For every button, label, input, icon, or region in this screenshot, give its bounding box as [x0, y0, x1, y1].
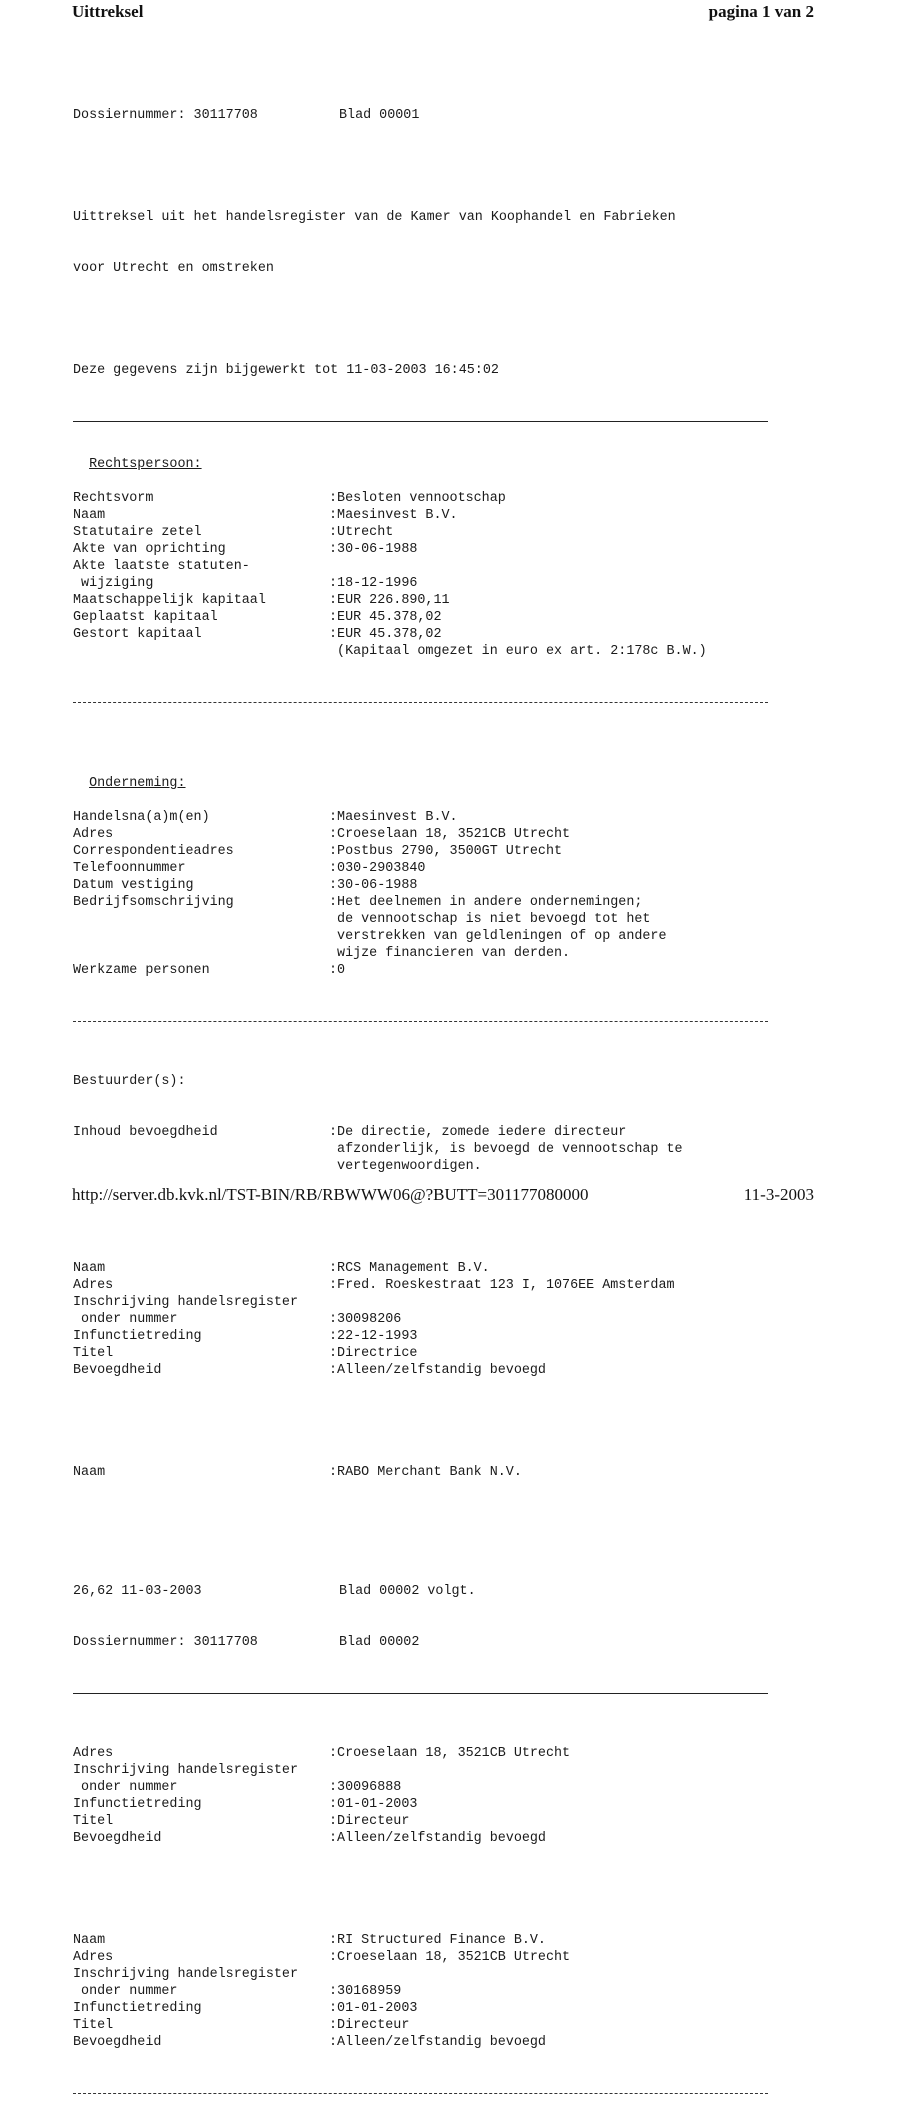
field-row [73, 609, 773, 626]
field-row [73, 575, 773, 592]
field-value: :Utrecht [329, 525, 394, 540]
field-row [73, 911, 773, 928]
field-label: Handelsna(a)m(en) [73, 810, 210, 825]
field-label: Rechtsvorm [73, 491, 154, 506]
field-row [73, 1966, 773, 1983]
field-label: Naam [73, 1465, 106, 1480]
dossier-number: Dossiernummer: 30117708 [73, 108, 258, 123]
field-label: Bevoegdheid [73, 2035, 162, 2050]
page-indicator: pagina 1 van 2 [708, 2, 814, 21]
field-value: :030-2903840 [329, 861, 426, 876]
field-label: Infunctietreding [73, 2001, 202, 2016]
field-label [73, 911, 329, 928]
field-row [73, 1813, 773, 1830]
section-heading-bestuurders: Bestuurder(s): [73, 1074, 186, 1089]
field-row [73, 2017, 773, 2034]
field-row [73, 860, 773, 877]
field-value: :Het deelnemen in andere ondernemingen; [329, 895, 643, 910]
field-value: :30098206 [329, 1312, 402, 1327]
field-value: de vennootschap is niet bevoegd tot het [329, 912, 651, 927]
field-value: afzonderlijk, is bevoegd de vennootschap te [329, 1142, 683, 1157]
divider [73, 702, 768, 703]
field-row [73, 809, 773, 826]
field-value: :Postbus 2790, 3500GT Utrecht [329, 844, 563, 859]
field-row [73, 962, 773, 979]
field-label: Correspondentieadres [73, 844, 234, 859]
print-date: 11-3-2003 [743, 1185, 814, 1204]
field-label: Datum vestiging [73, 878, 194, 893]
field-label [73, 1158, 329, 1175]
field-label: Infunctietreding [73, 1797, 202, 1812]
field-label: Adres [73, 827, 114, 842]
field-value: :Maesinvest B.V. [329, 508, 458, 523]
field-row [73, 1345, 773, 1362]
field-row [73, 490, 773, 507]
field-value: :30096888 [329, 1780, 402, 1795]
page-break-line-2 [73, 1634, 773, 1651]
field-value: :Alleen/zelfstandig bevoegd [329, 1831, 546, 1846]
field-value: :RCS Management B.V. [329, 1261, 490, 1276]
field-row [73, 1830, 773, 1847]
field-value: :22-12-1993 [329, 1329, 418, 1344]
field-value: :Croeselaan 18, 3521CB Utrecht [329, 1950, 571, 1965]
extract-body [73, 73, 773, 2111]
field-value: :Croeselaan 18, 3521CB Utrecht [329, 827, 571, 842]
field-label: onder nummer [73, 1984, 178, 1999]
field-row [73, 1983, 773, 2000]
field-value: :RI Structured Finance B.V. [329, 1933, 546, 1948]
field-value: :Directeur [329, 2018, 410, 2033]
field-value: :Directeur [329, 1814, 410, 1829]
inhoud-bevoegdheid [73, 1124, 773, 1175]
field-label: Gestort kapitaal [73, 627, 202, 642]
field-value: :EUR 45.378,02 [329, 610, 442, 625]
field-label [73, 643, 329, 660]
field-label: Akte van oprichting [73, 542, 226, 557]
divider [73, 1693, 768, 1694]
field-value: :Besloten vennootschap [329, 491, 506, 506]
field-row [73, 2000, 773, 2017]
intro-line-2: voor Utrecht en omstreken [73, 261, 274, 276]
bestuurder-2 [73, 1745, 773, 1847]
field-label: Inschrijving handelsregister [73, 1295, 298, 1310]
field-label: Titel [73, 2018, 114, 2033]
field-row [73, 1932, 773, 1949]
field-row [73, 1328, 773, 1345]
field-value: :RABO Merchant Bank N.V. [329, 1465, 522, 1480]
field-row [73, 1260, 773, 1277]
section-heading-onderneming: Onderneming: [89, 776, 186, 791]
field-value: :EUR 45.378,02 [329, 627, 442, 642]
field-row [73, 1949, 773, 1966]
dossier-line [73, 107, 773, 124]
field-label [73, 1141, 329, 1158]
blad-number: Blad 00001 [339, 108, 420, 123]
rechtspersoon-fields [73, 490, 773, 660]
field-label: Inschrijving handelsregister [73, 1763, 298, 1778]
field-value: :01-01-2003 [329, 2001, 418, 2016]
field-value: (Kapitaal omgezet in euro ex art. 2:178c B.W.) [329, 644, 707, 659]
field-row [73, 1362, 773, 1379]
bestuurder-2-name-row [73, 1464, 773, 1481]
field-value: :30168959 [329, 1984, 402, 1999]
field-row [73, 1311, 773, 1328]
field-value: :18-12-1996 [329, 576, 418, 591]
field-label: Werkzame personen [73, 963, 210, 978]
field-value: vertegenwoordigen. [329, 1159, 482, 1174]
field-label: Adres [73, 1746, 114, 1761]
onderneming-fields [73, 809, 773, 979]
field-value: :Fred. Roeskestraat 123 I, 1076EE Amsterdam [329, 1278, 675, 1293]
field-value: verstrekken van geldleningen of op andere [329, 929, 667, 944]
field-value [329, 558, 773, 575]
field-label [73, 928, 329, 945]
field-row [73, 1141, 773, 1158]
field-label: onder nummer [73, 1312, 178, 1327]
field-label: Titel [73, 1346, 114, 1361]
field-label [73, 945, 329, 962]
field-label: Inhoud bevoegdheid [73, 1125, 218, 1140]
field-label: Naam [73, 1933, 106, 1948]
divider [73, 1021, 768, 1022]
field-value: :Croeselaan 18, 3521CB Utrecht [329, 1746, 571, 1761]
field-row [73, 945, 773, 962]
divider [73, 2093, 768, 2094]
field-row [73, 826, 773, 843]
field-row [73, 894, 773, 911]
field-label: Naam [73, 1261, 106, 1276]
field-label: Adres [73, 1278, 114, 1293]
field-label: Titel [73, 1814, 114, 1829]
field-label: Naam [73, 508, 106, 523]
field-row [73, 592, 773, 609]
field-row [73, 507, 773, 524]
field-value: :De directie, zomede iedere directeur [329, 1125, 627, 1140]
field-value [329, 1294, 773, 1311]
page-break-line-1 [73, 1583, 773, 1600]
field-label: wijziging [73, 576, 154, 591]
field-value: :30-06-1988 [329, 878, 418, 893]
field-value: :Alleen/zelfstandig bevoegd [329, 1363, 546, 1378]
field-value [329, 1762, 773, 1779]
field-label: Telefoonnummer [73, 861, 186, 876]
field-row [73, 626, 773, 643]
page-break-cost-date: 26,62 11-03-2003 [73, 1584, 202, 1599]
field-row [73, 541, 773, 558]
field-row [73, 1158, 773, 1175]
field-value: :Maesinvest B.V. [329, 810, 458, 825]
field-value: :Directrice [329, 1346, 418, 1361]
field-value: :01-01-2003 [329, 1797, 418, 1812]
field-value: :Alleen/zelfstandig bevoegd [329, 2035, 546, 2050]
field-value: wijze financieren van derden. [329, 946, 571, 961]
dossier-number: Dossiernummer: 30117708 [73, 1635, 258, 1650]
updated-line: Deze gegevens zijn bijgewerkt tot 11-03-2003 16:45:02 [73, 363, 499, 378]
field-value: :30-06-1988 [329, 542, 418, 557]
field-row [73, 1294, 773, 1311]
page-break-next: Blad 00002 volgt. [339, 1584, 476, 1599]
blad-number: Blad 00002 [339, 1635, 420, 1650]
field-label: Adres [73, 1950, 114, 1965]
divider [73, 421, 768, 422]
field-row [73, 928, 773, 945]
field-label: Statutaire zetel [73, 525, 202, 540]
field-row [73, 1124, 773, 1141]
field-row [73, 558, 773, 575]
section-heading-rechtspersoon: Rechtspersoon: [89, 457, 202, 472]
source-url: http://server.db.kvk.nl/TST-BIN/RB/RBWWW06@?BUTT=301177080000 [72, 1185, 589, 1204]
field-value [329, 1966, 773, 1983]
field-row [73, 1796, 773, 1813]
intro-line-1: Uittreksel uit het handelsregister van de Kamer van Koophandel en Fabrieken [73, 210, 676, 225]
field-row [73, 843, 773, 860]
field-label: Bevoegdheid [73, 1363, 162, 1378]
field-label: Bevoegdheid [73, 1831, 162, 1846]
field-row [73, 1745, 773, 1762]
field-value: :EUR 226.890,11 [329, 593, 450, 608]
field-label: Bedrijfsomschrijving [73, 895, 234, 910]
field-label: Infunctietreding [73, 1329, 202, 1344]
field-row [73, 524, 773, 541]
field-label: Inschrijving handelsregister [73, 1967, 298, 1982]
field-label: Maatschappelijk kapitaal [73, 593, 266, 608]
field-row [73, 877, 773, 894]
field-row [73, 1762, 773, 1779]
field-row [73, 1779, 773, 1796]
field-row [73, 1277, 773, 1294]
field-label: onder nummer [73, 1780, 178, 1795]
field-label: Akte laatste statuten- [73, 559, 250, 574]
field-row [73, 643, 773, 660]
field-label: Geplaatst kapitaal [73, 610, 218, 625]
document-title: Uittreksel [72, 2, 144, 21]
bestuurder-3 [73, 1932, 773, 2051]
bestuurder-1 [73, 1260, 773, 1379]
field-value: :0 [329, 963, 346, 978]
field-row [73, 2034, 773, 2051]
